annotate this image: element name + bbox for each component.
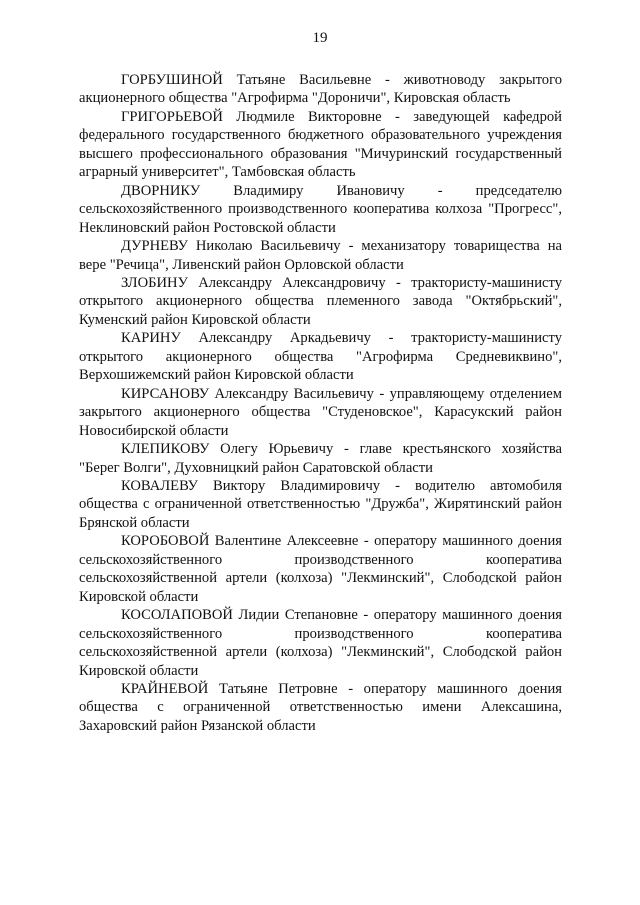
list-item: ЗЛОБИНУ Александру Александровичу - трактористу-машинисту открытого акционерного общества племенного завода "Октябрьский", Куменский район Кировской области — [79, 274, 562, 328]
list-item: ГОРБУШИНОЙ Татьяне Васильевне - животноводу закрытого акционерного общества "Агрофирма "Дороничи", Кировская область — [79, 72, 562, 107]
list-item: КРАЙНЕВОЙ Татьяне Петровне - оператору машинного доения общества с ограниченной ответственностью имени Алексашина, Захаровский район Рязанской области — [79, 680, 562, 734]
list-item: КОВАЛЕВУ Виктору Владимировичу - водителю автомобиля общества с ограниченной ответственностью "Дружба", Жирятинский район Брянской области — [79, 477, 562, 531]
list-item: ГРИГОРЬЕВОЙ Людмиле Викторовне - заведующей кафедрой федерального государственного бюджетного образовательного учреждения высшего профессионального образования "Мичуринский государственный аграрный университет", Тамбовская область — [79, 108, 562, 181]
award-list — [79, 71, 562, 735]
list-item: КАРИНУ Александру Аркадьевичу - трактористу-машинисту открытого акционерного общества "Агрофирма Средневиквино", Верхошижемский район Кировской области — [79, 330, 562, 384]
list-item: КОСОЛАПОВОЙ Лидии Степановне - оператору машинного доения сельскохозяйственного производственного кооператива сельскохозяйственной артели (колхоза) "Лекминский", Слободской район Кировской области — [79, 607, 562, 679]
list-item: ДВОРНИКУ Владимиру Ивановичу - председателю сельскохозяйственного производственного кооператива колхоза "Прогресс", Неклиновский район Ростовской области — [79, 182, 562, 236]
list-item: КИРСАНОВУ Александру Васильевичу - управляющему отделением закрытого акционерного общества "Студеновское", Карасукский район Новосибирской области — [79, 385, 562, 439]
page-number: 19 — [312, 30, 328, 46]
list-item: ДУРНЕВУ Николаю Васильевичу - механизатору товарищества на вере "Речица", Ливенский район Орловской области — [79, 238, 562, 273]
list-item: КОРОБОВОЙ Валентине Алексеевне - оператору машинного доения сельскохозяйственного производственного кооператива сельскохозяйственной артели (колхоза) "Лекминский", Слободской район Кировской области — [79, 533, 562, 605]
list-item: КЛЕПИКОВУ Олегу Юрьевичу - главе крестьянского хозяйства "Берег Волги", Духовницкий район Саратовской области — [79, 441, 562, 476]
